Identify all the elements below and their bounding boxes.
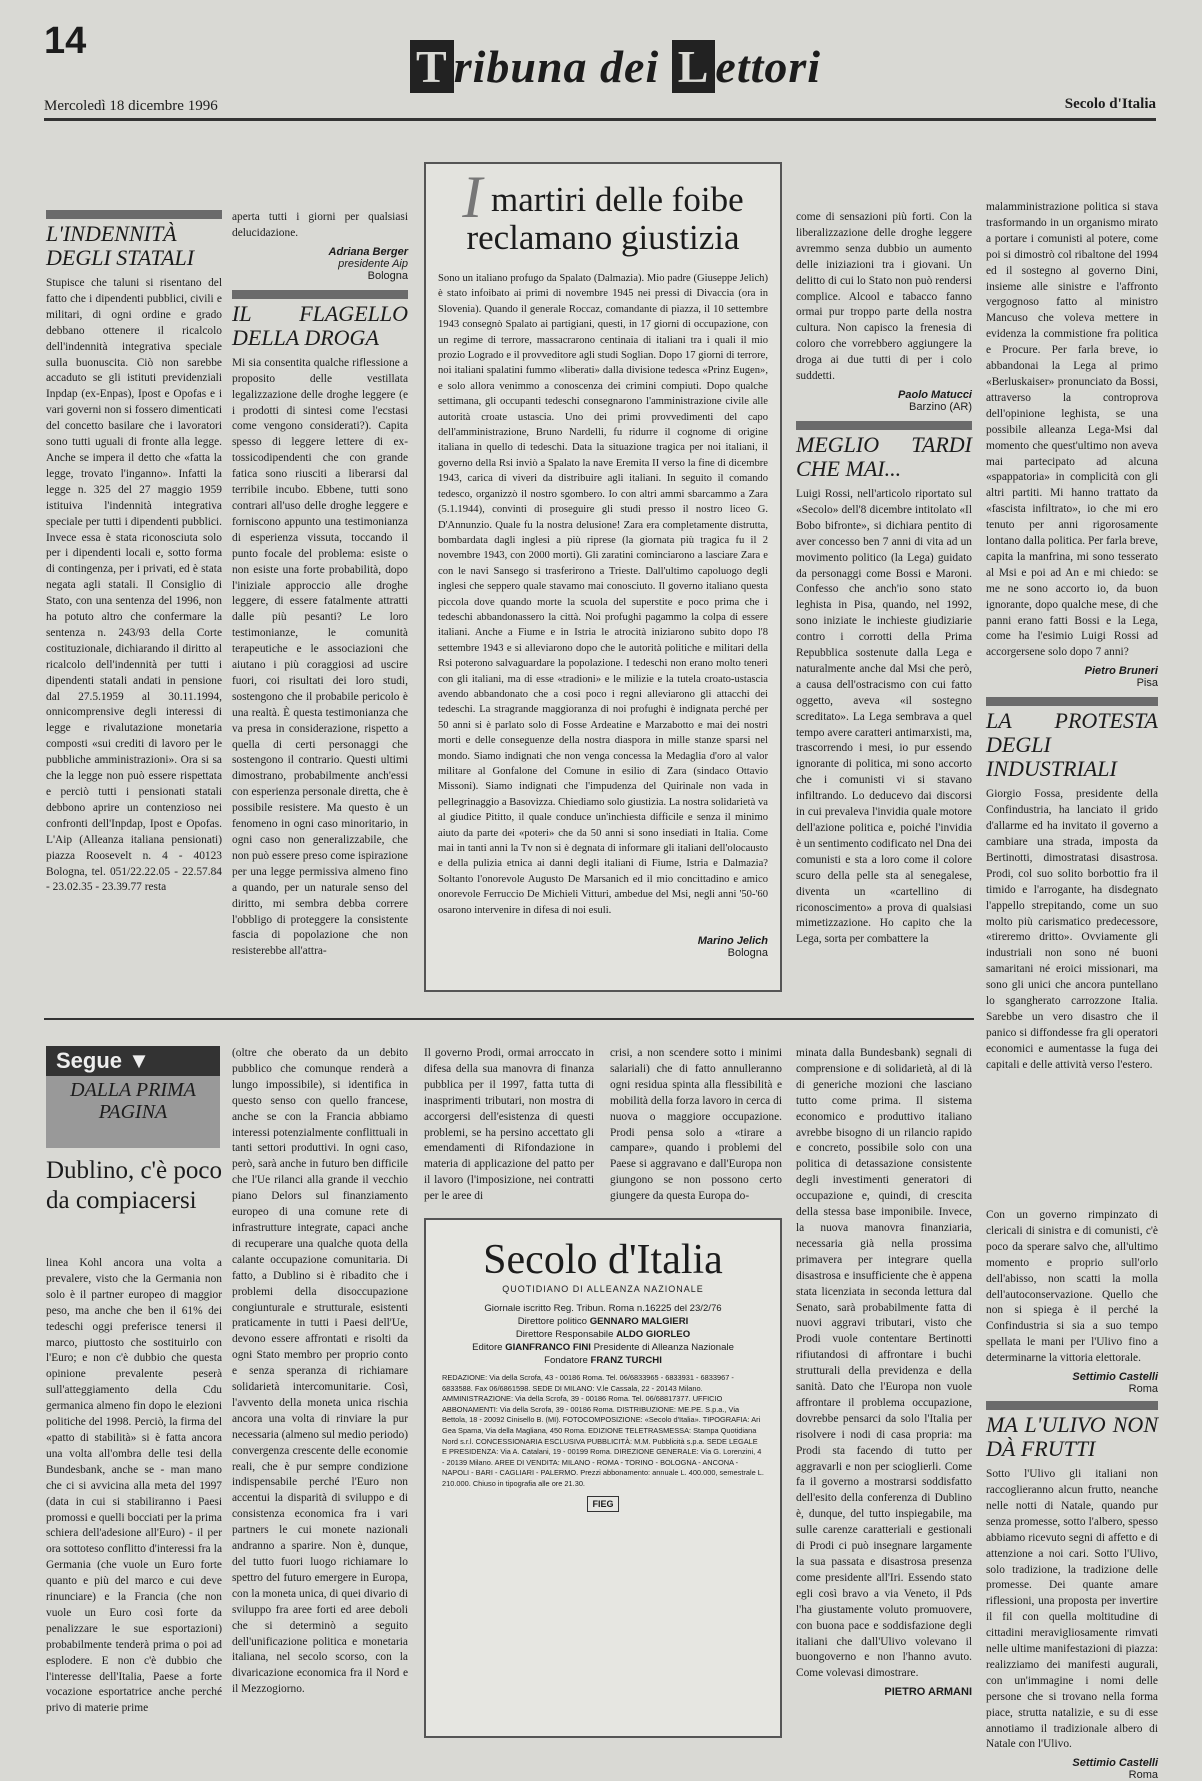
segue-column-e [796,1046,972,1726]
headline-bar [232,290,408,299]
masthead-political-director [442,1315,764,1328]
section-title-initial-t: T [410,40,454,93]
letter-protesta-text: Giorgio Fossa, presidente della Confindustria, ha lanciato il grido d'allarme ed ha invitato il governo a cambiare una strada, imposta da Bertinotti, dimostratasi disastrosa. Prodi, col suo solito borbottio fra il timido e l'arrogante, ha disdegnato l'appello strepitando, come un suo molto più carismatico predecessore, «tireremo dritto». Ovviamente gli industriali non sono né buoni samaritani né eroici missionari, ma sono gli unici che ancora puntellano lo sgangherato carrozzone Italia. Sarebbe un vero disastro che il panico si diffondesse fra gli operatori economici e aumentasse la fuga dei capitali e delle attività verso l'estero. [986,788,1158,1071]
section-title-end: ettori [715,41,822,92]
signature-castelli-name: Settimio Castelli [1072,1757,1158,1770]
masthead-title: Secolo d'Italia [483,1237,723,1283]
segue-column-c [424,1046,594,1206]
publisher-name: GIANFRANCO FINI [505,1342,591,1353]
column-protesta [986,200,1158,1200]
masthead-subtitle: QUOTIDIANO DI ALLEANZA NAZIONALE [502,1284,704,1294]
featured-headline [438,164,768,257]
signature-berger-place: Bologna [367,269,408,282]
publisher-role: Presidente di Alleanza Nazionale [593,1342,734,1353]
signature-matucci-place: Barzino (AR) [909,400,972,413]
masthead-founder [442,1354,764,1367]
section-title-mid: ribuna dei [453,41,672,92]
letter-matucci-end: come di sensazioni più forti. Con la liberalizzazione delle droghe leggere avremmo senza dubbio un aumento delle iniziazioni tra i giovani. Un delitto di cui lo Stato non può rendersi complice. Alcool e tabacco fanno ormai pur troppo parte della nostra cultura. Non capisco la frenesia di coloro che vorrebbero aggiungere la droga ai due tutti di per i colo suddetti. [796,211,972,383]
paper-name: Secolo d'Italia [1064,96,1156,112]
featured-initial: I [462,164,483,230]
headline-meglio-tardi: MEGLIO TARDI CHE MAI... [796,431,972,481]
featured-body-wrap [438,271,768,931]
fieg-logo: FIEG [587,1496,618,1512]
header-rule [44,118,1156,121]
signature-bruneri-name: Pietro Bruneri [1084,665,1158,678]
signature-bruneri-place: Pisa [1136,677,1158,690]
segue-text-a: linea Kohl ancora una volta a prevalere, visto che la Germania non solo è il partner europeo di maggior peso, ma anche che ben il 61% dei tedeschi oggi preferisce tenersi il marco, piuttosto che sostituirlo con l'Euro; e non c'è dubbio che questa opinione prevalente peserà sull'atteggiamento della Cdu germanica almeno fin dopo le elezioni politiche del 1998. Perciò, la firma del «patto di stabilità» si è fatta ancora una volta all'ombra delle tesi della Bundesbank, anche se - man mano che ci si avvicina alla meta del 1997 (data in cui si stabiliranno i Paesi promossi e quelli bocciati per la prima schiera dell'adesione all'Euro) - il per ora sottoteso conflitto d'interessi fra la Germania (che vuole un Euro forte quanto e più del marco e cui deve rinunciare) e la Francia (che non vuole un Euro così forte da penalizzare le sue esportazioni) probabilmente tenderà prima o poi ad esplodere. E non c'è dubbio che l'interesse dell'Italia, Paese a forte vocazione esportatrice anche perché privo di materie prime [46,1257,222,1715]
signature-dinola-place: Roma [1128,1383,1158,1396]
section-rule [44,1018,974,1020]
column-indennita [46,210,222,990]
signature-berger-name: Adriana Berger [328,245,408,258]
signature-jelich-place: Bologna [727,947,768,959]
featured-letter-box [424,162,782,992]
segue-text-d: crisi, a non scendere sotto i minimi salariali) che di fatto annulleranno ogni residua spinta alla flessibilità e mobilità della forza lavoro in cerca di nuova o maggiore occupazione. Prodi pensa solo a «tirare a campare», quando i problemi del Paese si aggravano e dall'Europa non giungono se non possono certo giungere da questa Europa do- [610,1047,782,1203]
page-number: 14 [44,20,87,62]
letter-indennita-text: Stupisce che taluni si risentano del fatto che i dipendenti pubblici, civili e militari, di ogni ordine e grado debbano ottenere il ricalcolo dell'indennità integrativa speciale sulla buonuscita. Ciò non sarebbe accaduto se gli istituti previdenziali Inpdap (ex-Enpas), Ipost e Opofas e i vari governi non si fossero dimenticati del concetto basilare che i lavoratori sono tutti uguali di fronte alla legge. Anche se impera il detto che «fatta la legge, trovato l'inganno». Infatti la legge n. 325 del 27 maggio 1959 istituiva l'indennità integrativa speciale per tutti i dipendenti pubblici. Invece essa è stata riconosciuta solo per i dipendenti locali e, sotto forma di contingenza, per i privati, ed è stata negata agli statali. Il Consiglio di Stato, con una sentenza del 1996, non ha potuto altro che confermare la sentenza n. 243/93 della Corte costituzionale, dichiarando il diritto al ricalcolo dell'indennità per tutti i dipendenti statali andati in pensione dal 27.5.1959 al 30.11.1994, onnicomprensive degli interessi di legge e rivalutazione monetaria composti «sui crediti di lavoro per le pubbliche amministrazioni». Ora si sa che la legge non può essere rispettata e perciò tutti i pensionati statali debbono aprire un contenzioso nei confronti dell'Inpdap, Ipost e Opofas. L'Aip (Alleanza italiana pensionati) piazza Roosevelt n. 4 - 40123 Bologna, tel. 051/22.22.05 - 22.57.84 - 23.02.35 - 23.39.77 resta [46,277,222,894]
masthead-info-box [424,1218,782,1738]
featured-text: Sono un italiano profugo da Spalato (Dalmazia). Mio padre (Giuseppe Jelich) è stato infoibato ai primi di novembre 1945 nei pressi di Divaccia (ora in Slovenia). Quando il generale Roccaz, comandante di piazza, il 10 settembre 1943 consegnò Spalato ai partigiani, questi, in 17 giorni di occupazione, con un regime di terrore, massacrarono centinaia di italiani tra i quali il mio prozio Logrado e il provveditore agli studi Soglian. Dopo 17 giorni di terrore, noi italiani spalatini fummo «liberati» dalla divisione tedesca «Prinz Eugen», e solo allora venimmo a conoscenza dei crimini compiuti. Dopo qualche settimana, gli occupanti tedeschi consegnarono l'amministrazione civile alle autorità croate ustascia. Uno dei primi provvedimenti del capo dell'amministrazione, Bruno Nardelli, fu ridurre il cognome di origine italiana in quello di tedeschi. Data la situazione tragica per noi italiani, il governo della Rsi inviò a Spalato la nave Eremita II verso la fine di dicembre 1943, carica di viveri da distribuire agli italiani. In seguito il comando tedesco, organizzò il nostro sgombero. Io con altri ammi sbarcammo a Zara (5.1.1944), convinti di proseguire gli studi presso il nostro liceo G. D'Annunzio. Quale fu la nostra delusione! Zara era completamente distrutta, bombardata dagli inglesi a più riprese (la giornata più tragica fu il 2 novembre 1943, con 2000 morti). Gli zaratini cominciarono a lasciare Zara e con le navi Sansego si trasferirono a Trieste. Dall'ultimo capoluogo degli inglesi che seppero quale stavamo mai conosciuto. Il governo italiano questa piccola dove quando morte la scuola del superstite e poco prima che i tedeschi abbandonassero la città. Noi profughi pagammo la colpa di essere italiani. Anche a Fiume e in Istria le atrocità iniziarono subito dopo l'8 settembre 1943 e si alleviarono dopo che le autorità politiche e militari della Rsi poterono salvaguardare la popolazione. I tedeschi non erano molto teneri con gli italiani, ma di esse «tradioni» e le milizie e la tutela croato-ustascia avendo abbandonato che a cosi poco i regni alleviarono gli attacchi dei tedeschi. La stragrande maggioranza di noi profughi è indignata perché per 50 anni si è parlato solo di Fosse Ardeatine e Marzabotto e mai dei nostri morti e delle conseguenze della nostra diaspora in mille stanze sparsi nel mondo. Siamo indignati che non venga concessa la Medaglia d'oro al valor militare al Gonfalone del Comune in esilio di Zara (sindaco Ottavio Missoni). Siamo indignati che l'impudenza del Quirinale non vada in pellegrinaggio a Basovizza. Chiediamo solo giustizia. La nostra solidarietà va al giudice Pititto, il quale conduce un'inchiesta difficile e senza il minimo aiuto da parte dei «poteri» che da 50 anni si sono insediati in Italia. Come mai in tanti anni la Tv non si è degnata di informare gli italiani dell'olocausto e della pulizia etnica ai danni degli italiani di Fiume, Istria e Dalmazia? Soltanto l'onorevole Augusto De Marsanich ed il mio concittadino e amico onorevole Ferruccio De Michieli Vitturi, ambedue del Msi, negli anni '50-'60 osarono intervenire in difesa di noi esuli. [438,273,768,916]
headline-bar [986,1401,1158,1410]
founder-name: FRANZ TURCHI [590,1355,662,1366]
triangle-down-icon: ▼ [128,1048,150,1073]
signature-jelich-name: Marino Jelich [697,935,768,947]
headline-ulivo: MA L'ULIVO NON DÀ FRUTTI [986,1412,1158,1462]
masthead-publisher [442,1341,764,1354]
featured-title: martiri delle foibe reclamano giustizia [466,180,744,257]
column-meglio-tardi [796,210,972,990]
issue-date: Mercoledì 18 dicembre 1996 [44,98,218,114]
segue-text-b: (oltre che oberato da un debito pubblico che comunque renderà a lungo impossibile), si identifica in questo senso con quello francese, anche se con la Francia abbiamo interessi potenzialmente conflittuali in tanti settori produttivi. In ogni caso, però, sarà anche in futuro ben difficile che l'Ue rilanci alla grande il vecchio piano Delors sul finanziamento europeo di una comune rete di infrastrutture integrate, capaci anche di recuperare una qualche quota della calante occupazione comunitaria. Di fatto, a Dublino si è ribadito che i problemi della disoccupazione congiunturale e strutturale, esistenti praticamente in tutti i Paesi dell'Ue, devono essere affrontati e risolti da ogni Stato membro per proprio conto e senza speranza di richiamare solidarietà intercomunitarie. Così, l'avvento della moneta unica rischia ancora una volta di rinviare la pur necessaria (almeno sul medio periodo) convergenza crescente delle economie reali, che è pur sempre condizione indispensabile perché l'Euro non accentui la disparità di sviluppo e di consistenza economica fra i vari partners le cui monete nazionali andranno a sparire. Non è, dunque, del tutto fuori luogo richiamare lo spettro del futuro emergere in Europa, con la moneta unica, di quei divario di sviluppo fra aree forti ed aree deboli che si determinò a seguito dell'unificazione politica e monetaria italiana, nel secolo scorso, con la divaricazione economica fra il Nord e il Mezzogiorno. [232,1047,408,1696]
section-title [410,40,821,93]
segue-subtitle: DALLA PRIMA PAGINA [46,1076,220,1148]
signature-berger-role: presidente Aip [338,257,408,270]
responsible-director-name: ALDO GIORLEO [616,1329,691,1340]
segue-text-c: Il governo Prodi, ormai arroccato in difesa della sua manovra di finanza pubblica per il 1997, fatta tutta di inasprimenti tributari, non mostra di accorgersi dell'esistenza di questi problemi, se ha persino accettato gli emendamenti di Rifondazione in materia di applicazione del patto per il lavoro (l'imposizione, nei contratti per le aree di [424,1047,594,1203]
masthead-fine-print: REDAZIONE: Via della Scrofa, 43 - 00186 Roma. Tel. 06/6833965 - 6833931 - 6833967 - 6833588. Fax 06/6861598. SEDE DI MILANO: V.le Cassala, 22 - 20143 Milano. AMMINISTRAZIONE: Via della Scrofa, 39 - 00186 Roma. Tel. 06/68817377. UFFICIO ABBONAMENTI: Via della Scrofa, 39 - 00186 Roma. DISTRIBUZIONE: ME.PE. S.p.a., Via Bettola, 18 - 20092 Cinisello B. (MI). FOTOCOMPOSIZIONE: «Secolo d'Italia». TIPOGRAFIA: Ari Gea Spama, Via della Magliana, 450 Roma. EDIZIONE TELETRASMESSA: Stampa Quotidiana Nord s.r.l. CONCESSIONARIA ESCLUSIVA PUBBLICITÀ: M.M. Pubblicità s.p.a. SEDE LEGALE E PRESIDENZA: Via A. Catalani, 19 - 00199 Roma. DIREZIONE GENERALE: Via G. Lorenzini, 4 - 20139 Milano. AREE DI VENDITA: MILANO - ROMA - TORINO - BOLOGNA - ANCONA - NAPOLI - BARI - CAGLIARI - PALERMO. Prezzi abbonamento: annuale L. 400.000, semestrale L. 210.000. Chiuso in tipografia alle ore 21.30. [442,1373,764,1488]
headline-bar [46,210,222,219]
segue-column-a [46,1256,222,1746]
segue-column-d [610,1046,782,1206]
masthead-registration: Giornale iscritto Reg. Tribun. Roma n.16225 del 23/2/76 [484,1303,722,1314]
section-title-initial-l: L [672,40,716,93]
segue-label: Segue [56,1048,123,1073]
publisher-label: Editore [472,1342,503,1353]
letter-protesta-end: Con un governo rimpinzato di clericali di sinistra e di comunisti, c'è poco da sperare salvo che, all'ultimo momento e proprio sull'orlo dell'abisso, non scatti la molla dell'autoconservazione. Quello che non si spiega è il perché la Confindustria si sia a suo tempo spellata le mani per l'Ulivo fino a determinarne la vittoria elettorale. [986,1209,1158,1365]
segue-banner [46,1046,220,1076]
segue-text-e: minata dalla Bundesbank) segnali di comprensione e di solidarietà, al di là di generiche mozioni che lasciano tutto come prima. Il sistema economico e produttivo italiano avrebbe bisogno di un rilancio rapido e concreto, possibile solo con una politica di detassazione consistente degli investimenti generatori di occupazione e, quindi, di crescita della stessa base imponibile. Invece, la nuova manovra finanziaria, necessaria già nella prossima primavera per integrare quella disastrosa e insufficiente che è appena stata licenziata in seconda lettura dal Senato, sarà probabilmente fatta di nuovi aggravi tributari, visto che Prodi vuole contentare Bertinotti rifiutandosi di affrontare i buchi strutturali della previdenza e della sanità. Dato che l'Europa non vuole affrontare il problema occupazione, dovrebbe pensarci da solo l'Italia per risolvere i nodi di casa propria: ma Prodi sta facendo di tutto per aggravarli e non per scioglierli. Come fa il governo a mostrarsi soddisfatto dell'esito della conferenza di Dublino è, dunque, del tutto inspiegabile, ma sulle carenze caratteriali e gestionali di Prodi ci può insegnare largamente la sua passata e disastrosa presenza come presidente all'Iri. Essendo stato egli così bravo a via Veneto, il Pds l'ha giustamente voluto promuovere, con buona pace e soddisfazione degli italiani che dall'Ulivo volevano il buongoverno e non l'hanno avuto. Come volevasi dimostrare. [796,1047,972,1680]
letter-meglio-tardi-text: Luigi Rossi, nell'articolo riportato sul «Secolo» dell'8 dicembre intitolato «Il Bobo bifronte», si dichiara pentito di aver concesso ben 7 anni di vita ad un movimento politico (la Lega) guidato da personaggi come Bossi e Maroni. Confesso che anch'io sono stato leghista in Pisa, quando, nel 1992, sono iniziate le inchieste giudiziarie contro i corrotti della Prima Repubblica sostenute dalla Lega e naturalmente anche dal Msi che però, a causa dell'ostracismo con cui fatto oggetto, aveva «il sostegno screditato». La Lega sembrava a quel tempo avere caratteri antimarxisti, ma, trascorrendo i mesi, io pur essendo ignorante di politica, mi sono accorto che i comunisti vi si stavano infiltrando. Lo deducevo dai discorsi in cui prevaleva l'invidia quale motore dell'azione politica e, poiché l'invidia è un sentimento codificato nel Dna dei comunisti e sta a loro come il colore scuro della pelle sta al senegalese, diventa un «cartellino di riconoscimento» a prova di qualsiasi mimetizzazione. Ho capito che la Lega, sorta per combattere la [796,487,972,946]
headline-bar [986,697,1158,706]
column-ulivo [986,1208,1158,1781]
responsible-director-label: Direttore Responsabile [515,1329,614,1340]
headline-indennita: L'INDENNITÀ DEGLI STATALI [46,221,195,270]
masthead-responsible-director [442,1328,764,1341]
letter-ulivo-text: Sotto l'Ulivo gli italiani non raccoglieranno alcun frutto, neanche nelle notti di Natale, quando pur senza promesse, sotto l'albero, spesso abbiamo ricevuto segni di affetto e di attenzione a noi cari. Sotto l'Ulivo, solo tradizione, la tradizione delle promesse. Dei quante amare riflessioni, una proposta per invertire il fil con quella moltitudine di cittadini meravigliosamente rimvati nelle ultime manifestazioni di piazza: realizziamo dei manifesti augurali, con un'immagine i nomi delle persone che si trovano nella forma piace, strutta natalizie, e su di esse annotiamo il tradizionale albero di Natale con l'Ulivo. [986,1468,1158,1751]
letter-bruneri-text: malamministrazione politica si stava trasformando in un organismo mirato a portare i comunisti al potere, come poi si dimostrò col ribaltone del 1994 ed il sostegno al governo Dini, insieme alle sinistre e l'affronto vergognoso fatto al ministro Mancuso che voleva mettere in evidenza la commistione fra politica e Procure. Per farla breve, io abbandonai la Lega al primo «Berluskaiser» pronunciato da Bossi, attraverso la controprova dell'opinione leghista, se una possibile alleanza Lega-Msi dal momento che quest'ultimo non aveva mai partecipato ad alcuna «spappatoria» in complicità con gli altri partiti. Mi hanno trattato da «fascista infiltrato», io che mi ero tenuto per anni rigorosamente lontano dalla politica. Per farla breve, capita la manfrina, mi sono tesserato al Msi e poi ad An e mi chiedo: se me ne sono accorto io, da buon ignorante, dopo qualche mese, di che panni erano fatti Bossi e la Lega, come ha l'esimio Luigi Rossi ad accorgersene solo dopo 7 anni? [986,201,1158,659]
signature-dinola-name: Settimio Castelli [1072,1371,1158,1384]
headline-droga: IL FLAGELLO DELLA DROGA [232,300,408,350]
headline-bar [796,421,972,430]
signature-castelli-place: Roma [1128,1769,1158,1781]
signature-matucci-name: Paolo Matucci [898,388,972,401]
founder-label: Fondatore [544,1355,588,1366]
political-director-label: Direttore politico [517,1316,588,1327]
headline-protesta: LA PROTESTA DEGLI INDUSTRIALI [986,708,1158,782]
signature-armani: PIETRO ARMANI [884,1686,972,1699]
segue-headline: Dublino, c'è poco da compiacersi [46,1157,222,1214]
letter-berger-end: aperta tutti i giorni per qualsiasi delucidazione. [232,211,408,239]
column-droga [232,210,408,990]
letter-droga-text: Mi sia consentita qualche riflessione a proposito delle vestillata legalizzazione delle droghe leggere (e i prodotti di sintesi come l'ecstasi come vengono considerati?). Capita spesso di leggere lettere di ex-tossicodipendenti che con grande fatica sono riusciti a liberarsi dal terribile incubo. Ebbene, tutti sono contrari all'uso delle droghe leggere e forniscono appunto una testimonianza di esperienza vissuta, toccando il punto focale del problema: esiste o non esiste una forte probabilità, dopo l'iniziale approccio alle droghe leggere, di essere fatalmente attratti dalle più pesanti? Le loro testimonianze, le comunità terapeutiche e le associazioni che aiutano i più coraggiosi ad uscire fuori, coi risultati dei loro studi, sostengono che il probabile pericolo è una realtà. È questa testimonianza che va presa in considerazione, rispetto a quella di certi personaggi che sostengono il contrario. Questi ultimi dimostrano, probabilmente anch'essi con esperienza personale diretta, che è possibile resistere. Ma questo è un fenomeno in ogni caso minoritario, in ogni caso non generalizzabile, che non può essere preso come ispirazione per una legge permissiva almeno fino a quando, per un naturale senso del diritto, mi sembra debba correre l'obbligo di proteggere la consistente fascia di popolazione che non resisterebbe all'attra- [232,356,408,958]
political-director-name: GENNARO MALGIERI [589,1316,689,1327]
segue-column-b [232,1046,408,1746]
